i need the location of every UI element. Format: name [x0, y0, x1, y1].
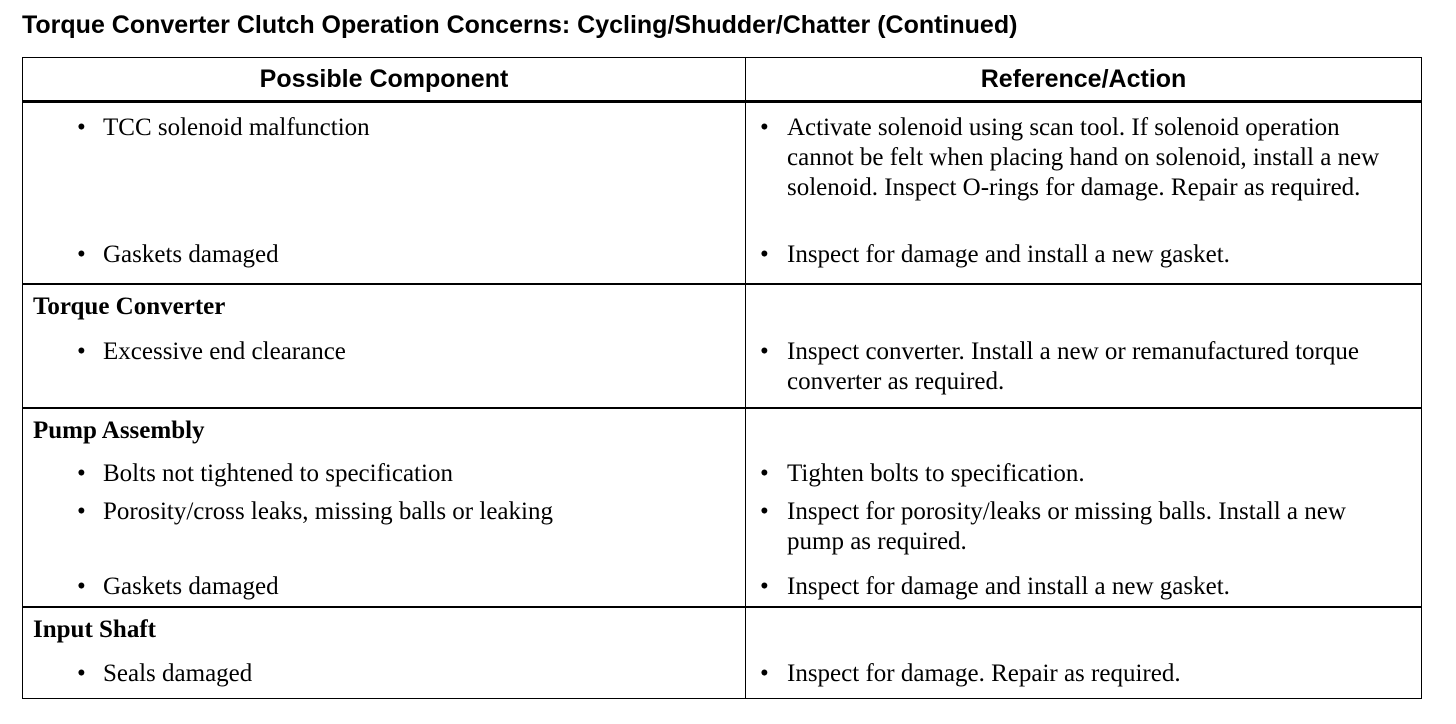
empty-cell	[746, 408, 1422, 453]
bullet-icon: •	[77, 114, 86, 141]
bullet-icon: •	[760, 573, 769, 600]
list-item	[746, 572, 1421, 602]
list-item	[23, 659, 745, 689]
bullet-icon: •	[77, 338, 86, 365]
action-cell	[746, 572, 1422, 607]
component-cell	[23, 453, 746, 497]
bullet-icon: •	[760, 114, 769, 141]
component-cell	[23, 329, 746, 408]
action-text: Inspect for damage and install a new gasket.	[787, 573, 1230, 600]
group-row	[23, 408, 1422, 453]
table-row	[23, 102, 1422, 241]
list-item	[746, 659, 1421, 689]
table-row	[23, 497, 1422, 572]
list-item	[23, 240, 745, 270]
action-text: Activate solenoid using scan tool. If solenoid operation cannot be felt when placing hand on solenoid, install a new solenoid. Inspect O-rings for damage. Repair as required.	[787, 114, 1380, 201]
action-cell	[746, 652, 1422, 699]
list-item	[746, 113, 1421, 203]
table-header-row	[23, 58, 1422, 102]
component-cell	[23, 102, 746, 241]
bullet-icon: •	[77, 498, 86, 525]
list-item	[23, 459, 745, 489]
action-text: Inspect for damage and install a new gasket.	[787, 241, 1230, 268]
component-text: TCC solenoid malfunction	[103, 114, 370, 141]
column-header-component: Possible Component	[23, 58, 746, 102]
list-item	[23, 113, 745, 143]
diagnostic-table	[22, 57, 1422, 699]
bullet-icon: •	[760, 498, 769, 525]
group-heading: Torque Converter	[23, 284, 746, 329]
bullet-icon: •	[77, 573, 86, 600]
list-item	[746, 240, 1421, 270]
empty-cell	[746, 284, 1422, 329]
empty-cell	[746, 607, 1422, 652]
component-text: Bolts not tightened to specification	[103, 460, 453, 487]
table-row	[23, 652, 1422, 699]
list-item	[23, 572, 745, 602]
list-item	[746, 337, 1421, 397]
bullet-icon: •	[77, 660, 86, 687]
action-text: Tighten bolts to specification.	[787, 460, 1085, 487]
group-row	[23, 284, 1422, 329]
table-row	[23, 453, 1422, 497]
group-heading: Pump Assembly	[23, 408, 746, 453]
component-text: Gaskets damaged	[103, 241, 279, 268]
table-row	[23, 572, 1422, 607]
component-text: Gaskets damaged	[103, 573, 279, 600]
group-heading: Input Shaft	[23, 607, 746, 652]
bullet-icon: •	[77, 241, 86, 268]
action-cell	[746, 102, 1422, 241]
bullet-icon: •	[760, 338, 769, 365]
list-item	[23, 497, 745, 527]
action-cell	[746, 453, 1422, 497]
component-text: Seals damaged	[103, 660, 253, 687]
group-row	[23, 607, 1422, 652]
action-cell	[746, 240, 1422, 284]
component-text: Porosity/cross leaks, missing balls or leaking	[103, 498, 553, 525]
bullet-icon: •	[77, 460, 86, 487]
list-item	[23, 337, 745, 367]
action-text: Inspect for damage. Repair as required.	[787, 660, 1181, 687]
component-cell	[23, 497, 746, 572]
list-item	[746, 459, 1421, 489]
bullet-icon: •	[760, 660, 769, 687]
component-text: Excessive end clearance	[103, 338, 346, 365]
column-header-action: Reference/Action	[746, 58, 1422, 102]
action-text: Inspect converter. Install a new or remanufactured torque converter as required.	[787, 338, 1359, 395]
action-cell	[746, 497, 1422, 572]
list-item	[746, 497, 1421, 557]
page-title: Torque Converter Clutch Operation Concerns: Cycling/Shudder/Chatter (Continued)	[22, 11, 1018, 39]
table-row	[23, 329, 1422, 408]
component-cell	[23, 572, 746, 607]
component-cell	[23, 240, 746, 284]
action-text: Inspect for porosity/leaks or missing balls. Install a new pump as required.	[787, 498, 1346, 555]
bullet-icon: •	[760, 241, 769, 268]
component-cell	[23, 652, 746, 699]
action-cell	[746, 329, 1422, 408]
bullet-icon: •	[760, 460, 769, 487]
table-row	[23, 240, 1422, 284]
